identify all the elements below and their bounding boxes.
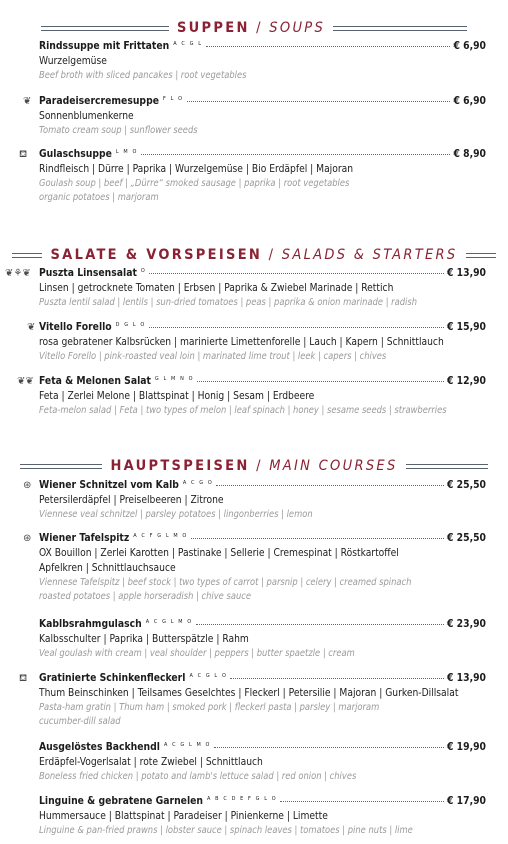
description-de: rosa gebratener Kalbsrücken | marinierte Limettenforelle | Lauch | Kapern | Schnittlauch xyxy=(39,337,444,348)
price: € 15,90 xyxy=(447,321,486,333)
description-en: Pasta-ham gratin | Thum ham | smoked pork | fleckerl pasta | parsley | marjoram xyxy=(39,702,380,713)
description-en: Viennese Tafelspitz | beef stock | two types of carrot | parsnip | celery | creamed spinach xyxy=(39,577,412,588)
dish-name: Ausgelöstes Backhendl xyxy=(39,741,160,753)
house-specialty-icon: ⊛ xyxy=(23,480,32,491)
vegan-vegetarian-icon: ❦⚘❦ xyxy=(5,268,31,279)
menu-item xyxy=(17,375,486,418)
description-en: Beef broth with sliced pancakes | root vegetables xyxy=(39,70,247,81)
price: € 23,90 xyxy=(447,618,486,630)
section-title: SALATE & VORSPEISEN / SALADS & STARTERS xyxy=(50,247,458,263)
description-en: cucumber-dill salad xyxy=(39,716,121,727)
dish-name: Rindssuppe mit Frittaten xyxy=(39,40,170,52)
dot-leader xyxy=(149,273,444,274)
description-en: Feta-melon salad | Feta | two types of melon | leaf spinach | honey | sesame seeds | strawberries xyxy=(39,405,447,416)
header-rule-left xyxy=(41,26,169,31)
menu-item xyxy=(39,618,486,661)
price: € 17,90 xyxy=(447,795,486,807)
menu-item xyxy=(27,321,486,364)
description-de: Wurzelgemüse xyxy=(39,56,107,67)
dish-name: Wiener Schnitzel vom Kalb xyxy=(39,479,179,491)
section-header-main-courses xyxy=(0,456,508,476)
dish-name: Puszta Linsensalat xyxy=(39,267,137,279)
description-en: organic potatoes | marjoram xyxy=(39,192,159,203)
allergen-codes: A C G O xyxy=(182,480,214,486)
dish-name: Feta & Melonen Salat xyxy=(39,375,151,387)
header-rule-right xyxy=(466,253,496,258)
description-de: Hummersauce | Blattspinat | Paradeiser | Pinienkerne | Limette xyxy=(39,811,328,822)
dot-leader xyxy=(149,327,444,328)
price: € 25,50 xyxy=(447,479,486,491)
menu-item xyxy=(5,267,486,310)
dot-leader xyxy=(141,154,451,155)
header-rule-left xyxy=(12,253,42,258)
allergen-codes: O xyxy=(140,268,147,274)
price: € 12,90 xyxy=(447,375,486,387)
menu-item xyxy=(39,40,486,83)
header-rule-right xyxy=(406,464,488,469)
allergen-codes: D G L O xyxy=(115,322,146,328)
menu-item xyxy=(23,95,486,138)
description-en: Vitello Forello | pink-roasted veal loin | marinated lime trout | leek | capers | chives xyxy=(39,351,387,362)
description-de: OX Bouillon | Zerlei Karotten | Pastinake | Sellerie | Cremespinat | Röstkartoffel xyxy=(39,548,399,559)
price: € 25,50 xyxy=(447,532,486,544)
dot-leader xyxy=(230,678,444,679)
description-en: Linguine & pan-fried prawns | lobster sauce | spinach leaves | tomatoes | pine nuts | lime xyxy=(39,825,413,836)
dot-leader xyxy=(280,801,444,802)
dish-name: Wiener Tafelspitz xyxy=(39,532,130,544)
menu-item xyxy=(39,741,486,784)
description-en: Veal goulash with cream | veal shoulder | peppers | butter spaetzle | cream xyxy=(39,648,355,659)
description-en: Goulash soup | beef | „Dürre“ smoked sausage | paprika | root vegetables xyxy=(39,178,350,189)
description-en: Viennese veal schnitzel | parsley potatoes | lingonberries | lemon xyxy=(39,509,313,520)
description-de: Feta | Zerlei Melone | Blattspinat | Honig | Sesam | Erdbeere xyxy=(39,391,315,402)
menu-item xyxy=(19,148,486,205)
allergen-codes: L M O xyxy=(115,149,138,155)
dot-leader xyxy=(197,381,444,382)
price: € 13,90 xyxy=(447,672,486,684)
dish-name: Gratinierte Schinkenfleckerl xyxy=(39,672,186,684)
dish-name: Kablbsrahmgulasch xyxy=(39,618,142,630)
dot-leader xyxy=(187,101,451,102)
description-de: Rindfleisch | Dürre | Paprika | Wurzelgemüse | Bio Erdäpfel | Majoran xyxy=(39,164,354,175)
allergen-codes: F L O xyxy=(162,96,184,102)
allergen-codes: G L M N O xyxy=(154,376,195,382)
description-de: Sonnenblumenkerne xyxy=(39,111,134,122)
herb-icon: ❦ xyxy=(27,322,36,333)
price: € 19,90 xyxy=(447,741,486,753)
description-en: Puszta lentil salad | lentils | sun-dried tomatoes | peas | paprika & onion marinade | radish xyxy=(39,297,418,308)
section-title: HAUPTSPEISEN / MAIN COURSES xyxy=(110,458,398,474)
dish-name: Gulaschsuppe xyxy=(39,148,112,160)
allergen-codes: A C G L O xyxy=(189,673,228,679)
dish-name: Vitello Forello xyxy=(39,321,112,333)
price: € 6,90 xyxy=(453,40,486,52)
dish-name: Linguine & gebratene Garnelen xyxy=(39,795,204,807)
dot-leader xyxy=(196,624,444,625)
allergen-codes: A C F G L M O xyxy=(133,533,188,539)
menu-item xyxy=(19,672,486,729)
description-en: Tomato cream soup | sunflower seeds xyxy=(39,125,198,136)
cooking-pot-icon: ⛾ xyxy=(19,149,28,160)
description-de: Linsen | getrocknete Tomaten | Erbsen | Paprika & Zwiebel Marinade | Rettich xyxy=(39,283,394,294)
dot-leader xyxy=(214,747,444,748)
menu-item xyxy=(23,479,486,522)
price: € 8,90 xyxy=(453,148,486,160)
description-de: Kalbsschulter | Paprika | Butterspätzle | Rahm xyxy=(39,634,249,645)
section-title: SUPPEN / SOUPS xyxy=(176,20,326,36)
header-rule-left xyxy=(20,464,102,469)
menu-item xyxy=(23,532,486,604)
section-header-salads xyxy=(0,245,508,265)
description-en: Boneless fried chicken | potato and lamb's lettuce salad | red onion | chives xyxy=(39,771,357,782)
allergen-codes: A C G L M O xyxy=(145,619,193,625)
cooking-pot-icon: ⛾ xyxy=(19,673,28,684)
section-header-soups xyxy=(0,18,508,38)
description-de: Erdäpfel-Vogerlsalat | rote Zwiebel | Schnittlauch xyxy=(39,757,263,768)
dish-name: Paradeisercremesuppe xyxy=(39,95,159,107)
description-de: Thum Beinschinken | Teilsames Geselchtes | Fleckerl | Petersilie | Majoran | Gurken-Dillsalat xyxy=(39,688,459,699)
allergen-codes: A C G L xyxy=(173,41,203,47)
dot-leader xyxy=(206,46,451,47)
price: € 6,90 xyxy=(453,95,486,107)
house-specialty-icon: ⊛ xyxy=(23,533,32,544)
price: € 13,90 xyxy=(447,267,486,279)
allergen-codes: A C G L M O xyxy=(163,742,212,748)
menu-item xyxy=(39,795,486,838)
description-en: roasted potatoes | apple horseradish | chive sauce xyxy=(39,591,252,602)
header-rule-right xyxy=(333,26,467,31)
allergen-codes: A B C D E F G L O xyxy=(207,796,278,802)
vegetarian-leaf-icon: ❦❦ xyxy=(17,376,34,387)
description-de: Petersilerdäpfel | Preiselbeeren | Zitrone xyxy=(39,495,224,506)
dot-leader xyxy=(191,538,444,539)
dot-leader xyxy=(216,485,444,486)
vegetarian-leaf-icon: ❦ xyxy=(23,96,32,107)
description-de: Apfelkren | Schnittlauchsauce xyxy=(39,563,176,574)
